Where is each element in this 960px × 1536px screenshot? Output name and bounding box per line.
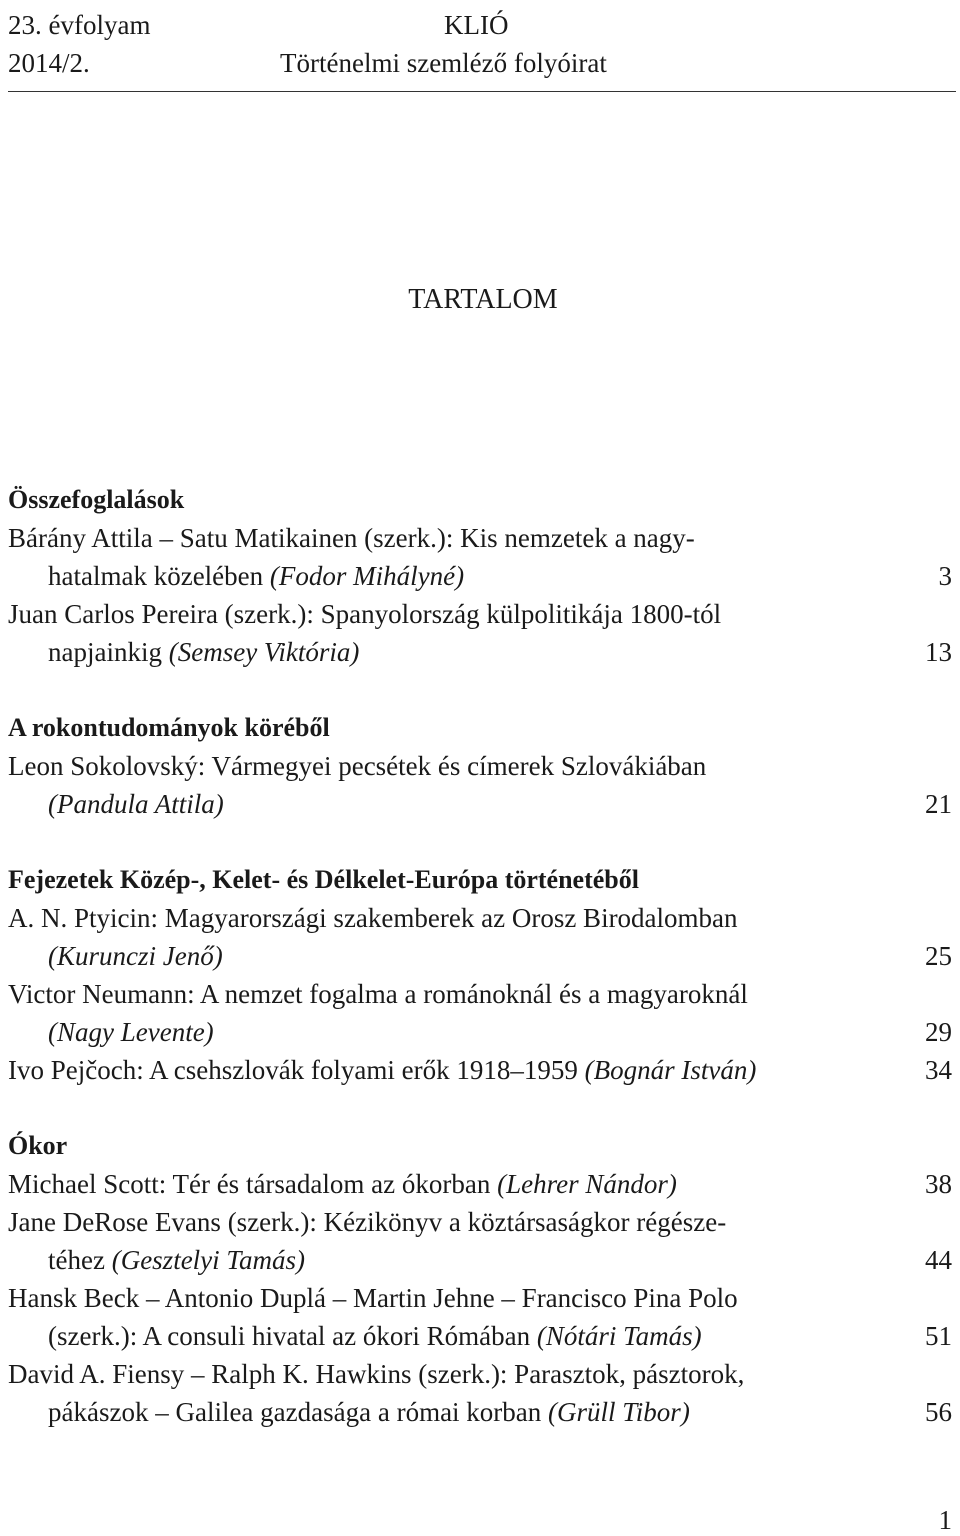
entry-title: Michael Scott: Tér és társadalom az ókorban: [8, 1169, 498, 1199]
issue-label: 2014/2.: [8, 48, 90, 78]
toc-entry: [8, 595, 952, 671]
toc-entry: [8, 1203, 952, 1279]
entry-reviewer: (Kurunczi Jenő): [48, 941, 223, 971]
toc-entry: [8, 1051, 952, 1089]
entry-title: A. N. Ptyicin: Magyarországi szakemberek az Orosz Birodalomban: [8, 903, 738, 933]
entry-page-number: 29: [925, 1017, 952, 1047]
section-heading: Fejezetek Közép-, Kelet- és Délkelet-Európa történetéből: [8, 865, 639, 894]
entry-title: Leon Sokolovský: Vármegyei pecsétek és címerek Szlovákiában: [8, 751, 707, 781]
page-number: 1: [938, 1505, 952, 1535]
toc-section: [8, 861, 952, 1089]
toc-entry: [8, 519, 952, 595]
entry-reviewer: (Lehrer Nándor): [497, 1169, 677, 1199]
entry-title: Juan Carlos Pereira (szerk.): Spanyolország külpolitikája 1800-tól: [8, 599, 722, 629]
toc-entry: [8, 975, 952, 1051]
entry-page-number: 51: [925, 1321, 952, 1351]
journal-subtitle: Történelmi szemléző folyóirat: [280, 48, 607, 78]
toc-entry: [8, 1165, 952, 1203]
entry-page-number: 3: [938, 561, 952, 591]
section-heading: A rokontudományok köréből: [8, 713, 330, 742]
page-title: TARTALOM: [408, 284, 558, 315]
entry-title: Hansk Beck – Antonio Duplá – Martin Jehne – Francisco Pina Polo: [8, 1283, 738, 1313]
table-of-contents: [8, 481, 952, 1469]
entry-title: David A. Fiensy – Ralph K. Hawkins (szerk.): Parasztok, pásztorok,: [8, 1359, 745, 1389]
toc-entry: [8, 1279, 952, 1355]
header-divider: [8, 91, 956, 92]
entry-title: Jane DeRose Evans (szerk.): Kézikönyv a köztársaságkor régésze-: [8, 1207, 727, 1237]
toc-entry: [8, 1355, 952, 1431]
entry-title: Ivo Pejčoch: A csehszlovák folyami erők 1918–1959: [8, 1055, 585, 1085]
entry-title-continued: napjainkig: [48, 637, 169, 667]
entry-title-continued: (szerk.): A consuli hivatal az ókori Rómában: [48, 1321, 537, 1351]
entry-reviewer: (Bognár István): [584, 1055, 757, 1085]
entry-title: Victor Neumann: A nemzet fogalma a románoknál és a magyaroknál: [8, 979, 748, 1009]
entry-title: Bárány Attila – Satu Matikainen (szerk.): Kis nemzetek a nagy-: [8, 523, 695, 553]
toc-section: [8, 481, 952, 671]
entry-page-number: 13: [925, 637, 952, 667]
entry-title-continued: hatalmak közelében: [48, 561, 270, 591]
entry-reviewer: (Semsey Viktória): [168, 637, 360, 667]
entry-reviewer: (Gesztelyi Tamás): [111, 1245, 305, 1275]
section-heading: Ókor: [8, 1131, 68, 1160]
toc-entry: [8, 899, 952, 975]
entry-page-number: 44: [925, 1245, 952, 1275]
journal-name: KLIÓ: [444, 10, 509, 40]
entry-reviewer: (Nagy Levente): [48, 1017, 214, 1047]
section-heading: Összefoglalások: [8, 485, 185, 514]
entry-reviewer: (Fodor Mihályné): [269, 561, 465, 591]
entry-page-number: 38: [925, 1169, 952, 1199]
toc-section: [8, 709, 952, 823]
entry-reviewer: (Grüll Tibor): [548, 1397, 690, 1427]
volume-label: 23. évfolyam: [8, 10, 151, 40]
entry-page-number: 56: [925, 1397, 952, 1427]
entry-page-number: 21: [925, 789, 952, 819]
toc-entry: [8, 747, 952, 823]
entry-page-number: 34: [925, 1055, 952, 1085]
entry-reviewer: (Nótári Tamás): [536, 1321, 702, 1351]
toc-section: [8, 1127, 952, 1431]
entry-title-continued: téhez: [48, 1245, 112, 1275]
entry-page-number: 25: [925, 941, 952, 971]
entry-reviewer: (Pandula Attila): [48, 789, 224, 819]
entry-title-continued: pákászok – Galilea gazdasága a római korban: [48, 1397, 549, 1427]
